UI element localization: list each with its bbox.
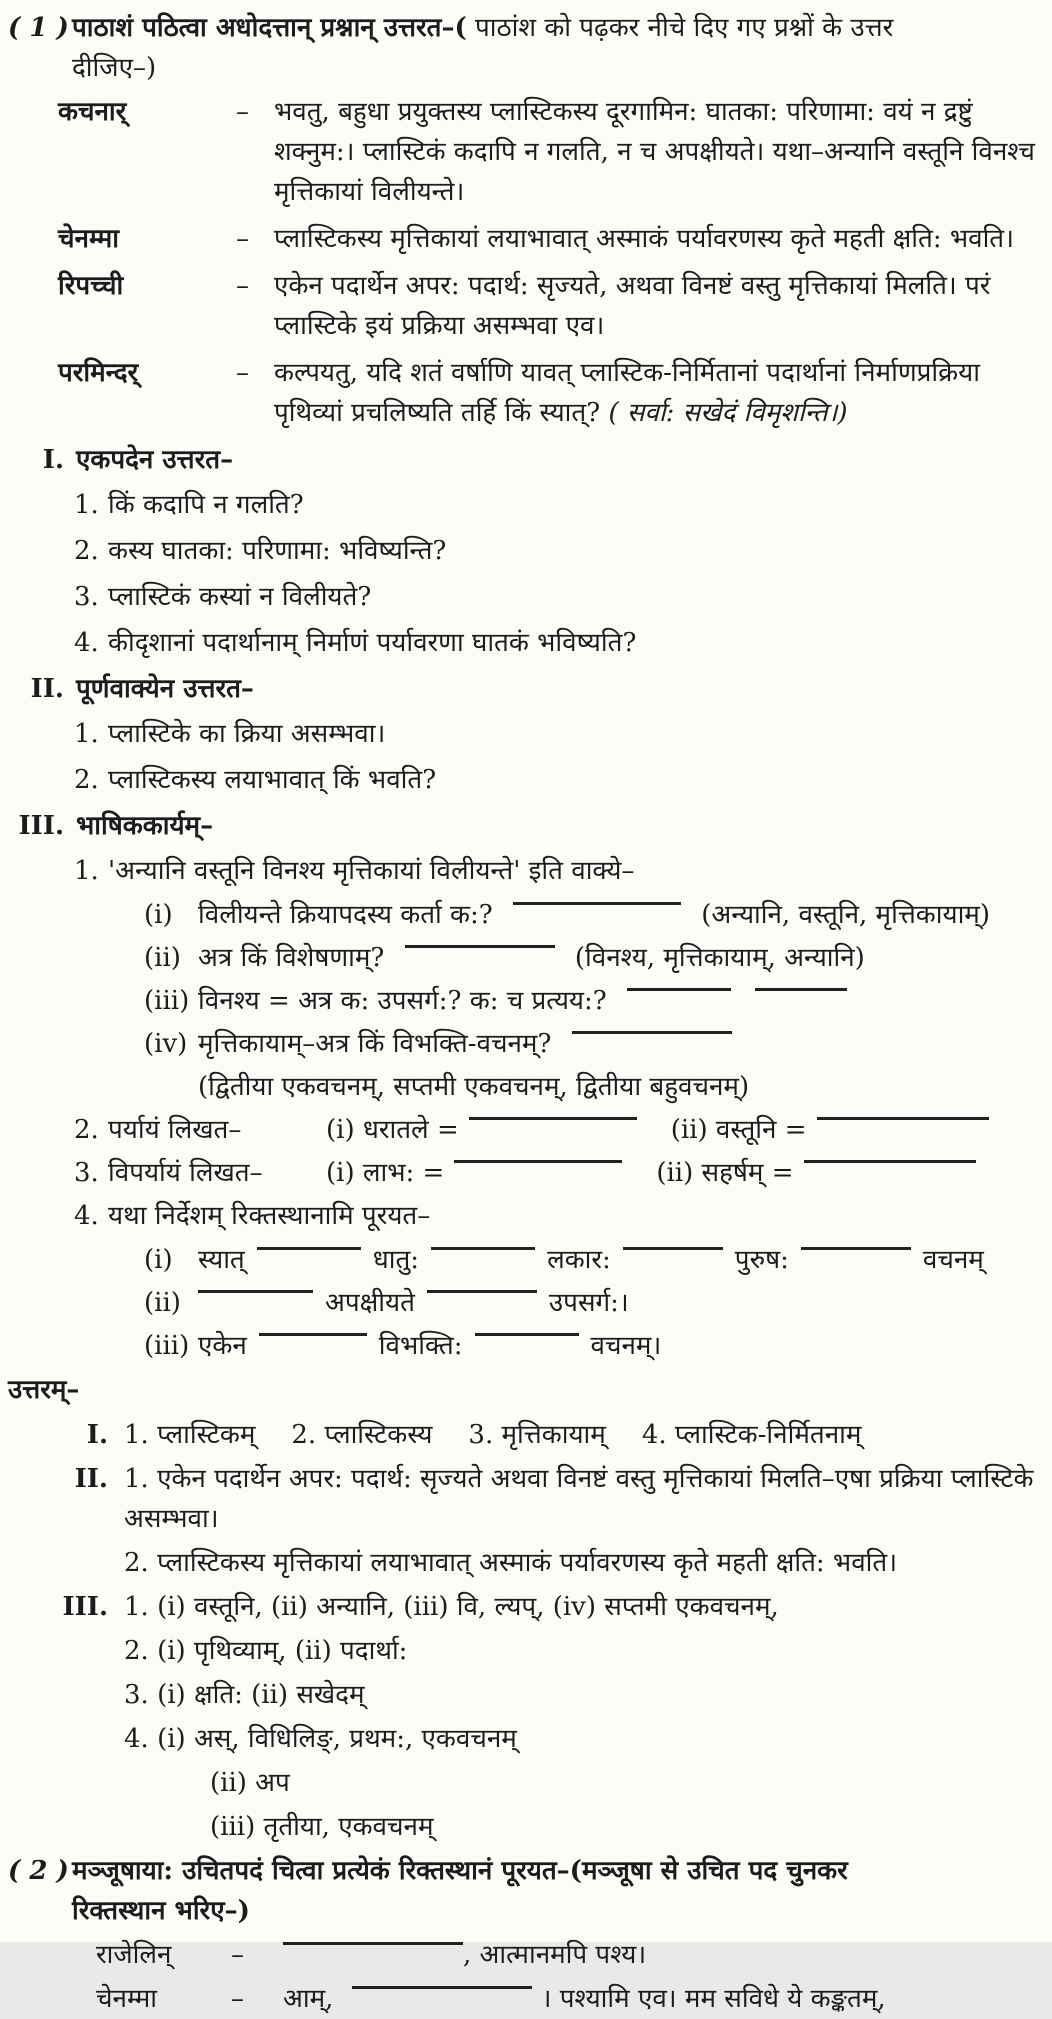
sub-question-row <box>8 981 1042 1021</box>
speaker-name: राजेलिन् <box>96 1940 172 1970</box>
question-text: 'अन्यानि वस्तूनि विनश्य मृत्तिकायां विलीयन्ते' इति वाक्ये– <box>108 856 635 886</box>
dialogue-text-main: कल्पयतु, यदि शतं वर्षाणि यावत् प्लास्टिक-निर्मितानां पदार्थानां निर्माणप्रक्रिया पृथिव्यां प्रचलिष्यति तर्हि किं स्यात्? <box>274 358 980 428</box>
answer-row <box>8 1459 1042 1539</box>
part1-heading <box>8 440 1042 480</box>
question-row <box>8 851 1042 891</box>
blank-line <box>513 902 681 923</box>
answer-text: 3. (i) क्षति: (ii) सखेदम् <box>124 1680 365 1710</box>
dash: – <box>236 224 249 254</box>
sub-question-number: (ii) <box>144 1288 181 1318</box>
answer-row <box>8 1587 1042 1627</box>
part3-title: भाषिककार्यम्– <box>76 811 214 841</box>
answer-text: 1. एकेन पदार्थेन अपर: पदार्थ: सृज्यते अथवा विनष्टं वस्तु मृत्तिकायां मिलति–एषा प्रक्रिया प्लास्टिके असम्भवा। <box>124 1464 1034 1534</box>
blank-line <box>454 1160 622 1181</box>
part2-heading <box>8 669 1042 709</box>
fill-word: पुरुष: <box>734 1245 789 1275</box>
dialogue-text <box>283 1935 1042 1975</box>
section2-heading-cont: रिक्तस्थान भरिए–) <box>72 1896 250 1926</box>
dialogue-text <box>283 1979 1042 2019</box>
question-number: 4. <box>74 628 99 658</box>
part2-title: पूर्णवाक्येन उत्तरत– <box>76 674 254 704</box>
question-number: 2. <box>74 765 99 795</box>
answer-numeral: I. <box>86 1420 108 1450</box>
question-row <box>8 760 1042 800</box>
question-number: 1. <box>74 490 99 520</box>
sub-question-content <box>198 938 1042 978</box>
fill-blank-content <box>198 1283 1042 1323</box>
part3-numeral: III. <box>18 811 64 841</box>
sub-question-content <box>198 1024 1042 1064</box>
dialogue-text-before: आम्, <box>283 1984 334 2014</box>
section2-marker: ( 2 ) <box>8 1856 69 1886</box>
answer-text: 1. (i) वस्तूनि, (ii) अन्यानि, (iii) वि, ल्यप्, (iv) सप्तमी एकवचनम्, <box>124 1592 779 1622</box>
answer-row <box>8 1675 1042 1715</box>
question-text: प्लास्टिकस्य लयाभावात् किं भवति? <box>108 765 437 795</box>
question-text: कीदृशानां पदार्थानाम् निर्माणं पर्यावरणा घातकं भविष्यति? <box>108 628 637 658</box>
fill-word: वचनम्। <box>590 1331 662 1361</box>
fill-item-label: (i) लाभ: = <box>326 1158 445 1188</box>
sub-question-number: (iv) <box>144 1029 188 1059</box>
question-row <box>8 531 1042 571</box>
answer-row <box>8 1543 1042 1583</box>
dash: – <box>236 97 249 127</box>
question-number: 3. <box>74 582 99 612</box>
fill-word: स्यात् <box>198 1245 245 1275</box>
part1-title: एकपदेन उत्तरत– <box>76 445 234 475</box>
sub-question-number: (iii) <box>144 1331 190 1361</box>
question-label: पर्यायं लिखत– <box>108 1115 242 1145</box>
blank-line <box>405 945 555 966</box>
blank-line <box>257 1247 361 1268</box>
dash: – <box>231 1984 244 2014</box>
question-number: 2. <box>74 536 99 566</box>
question-text: कस्य घातका: परिणामा: भविष्यन्ति? <box>108 536 447 566</box>
dialogue-text-after: , आत्मानमपि पश्य। <box>463 1940 647 1970</box>
sub-question-content <box>198 895 1042 935</box>
section1-marker: ( 1 ) <box>8 13 69 43</box>
fill-word: विभक्ति: <box>378 1331 463 1361</box>
blank-line <box>431 1247 535 1268</box>
fill-item-label: (ii) वस्तूनि = <box>670 1115 807 1145</box>
question-number: 1. <box>74 719 99 749</box>
answer-numeral: III. <box>62 1592 108 1622</box>
answer-item: 3. मृत्तिकायाम् <box>468 1420 606 1450</box>
stage-direction: ( सर्वा: सखेदं विमृशन्ति।) <box>608 398 848 428</box>
answer-item: 1. प्लास्टिकम् <box>124 1420 256 1450</box>
question-text: प्लास्टिके का क्रिया असम्भवा। <box>108 719 386 749</box>
speaker-name: चेनम्मा <box>58 224 119 254</box>
question-number: 1. <box>74 856 99 886</box>
dialogue-text: एकेन पदार्थेन अपर: पदार्थ: सृज्यते, अथवा विनष्टं वस्तु मृत्तिकायां मिलति। परं प्लास्टिके इयं प्रक्रिया असम्भवा एव। <box>274 271 991 341</box>
sub-question-row <box>8 1024 1042 1064</box>
part2-numeral: II. <box>30 674 64 704</box>
section1-title-sanskrit: पाठाशं पठित्वा अधोदत्तान् प्रश्नान् उत्तरत–( <box>72 13 467 43</box>
sub-question-number: (i) <box>144 1245 173 1275</box>
speaker-name: परमिन्दर् <box>58 358 139 388</box>
fill-blank-content <box>198 1240 1042 1280</box>
answer-numeral <box>8 1543 108 1583</box>
question-text: किं कदापि न गलति? <box>108 490 304 520</box>
answer-row <box>8 1719 1042 1759</box>
fill-blank-row <box>8 1240 1042 1280</box>
blank-line <box>259 1333 367 1354</box>
sub-question-text: विनश्य = अत्र क: उपसर्ग:? क: च प्रत्यय:? <box>198 986 607 1016</box>
sub-question-content <box>198 981 1042 1021</box>
blank-line <box>475 1333 579 1354</box>
speaker-name: चेनम्मा <box>96 1984 157 2014</box>
dialogue-row <box>8 1935 1042 1975</box>
options-text: (विनश्य, मृत्तिकायाम्, अन्यानि) <box>574 943 865 973</box>
sub-question-number: (ii) <box>144 943 181 973</box>
sub-question-text: अत्र किं विशेषणाम्? <box>198 943 385 973</box>
question-text: प्लास्टिकं कस्यां न विलीयते? <box>108 582 372 612</box>
sub-question-row <box>8 895 1042 935</box>
dialogue-row <box>8 92 1042 212</box>
blank-line <box>469 1117 637 1138</box>
fill-item-label: (ii) सहर्षम् = <box>656 1158 794 1188</box>
fill-blank-content <box>198 1326 1042 1366</box>
answer-sub-item: (ii) अप <box>210 1768 290 1798</box>
question-row <box>8 1153 1042 1193</box>
dialogue-row <box>8 266 1042 346</box>
section1-heading <box>8 8 1042 48</box>
speaker-name: रिपच्ची <box>58 271 124 301</box>
fill-word: लकार: <box>547 1245 611 1275</box>
fill-word: उपसर्ग:। <box>548 1288 629 1318</box>
answers-title: उत्तरम्– <box>8 1375 80 1405</box>
answer-numeral: II. <box>74 1464 108 1494</box>
sub-question-number: (i) <box>144 900 173 930</box>
answer-numeral <box>8 1719 108 1759</box>
part3-heading <box>8 806 1042 846</box>
section2-heading <box>8 1851 1042 1891</box>
blank-line <box>427 1290 537 1311</box>
answer-text: 2. (i) पृथिव्याम्, (ii) पदार्था: <box>124 1636 408 1666</box>
question-text: यथा निर्देशम् रिक्तस्थानामि पूरयत– <box>108 1201 431 1231</box>
dialogue-row <box>8 1979 1042 2019</box>
blank-line <box>627 988 731 1009</box>
dialogue-text <box>274 353 1042 433</box>
answer-item: 2. प्लास्टिकस्य <box>291 1420 433 1450</box>
question-row <box>8 485 1042 525</box>
blank-line <box>198 1290 313 1311</box>
answer-sub-item: (iii) तृतीया, एकवचनम् <box>210 1812 434 1842</box>
question-number: 3. <box>74 1158 99 1188</box>
answer-item: 4. प्लास्टिक-निर्मितनाम् <box>641 1420 862 1450</box>
question-row <box>8 714 1042 754</box>
sub-question-row <box>8 938 1042 978</box>
dash: – <box>236 271 249 301</box>
blank-line <box>817 1117 989 1138</box>
blank-line <box>804 1160 976 1181</box>
speaker-name: कचनार् <box>58 97 127 127</box>
blank-line <box>623 1247 723 1268</box>
question-number: 2. <box>74 1115 99 1145</box>
blank-line <box>283 1942 463 1963</box>
question-row <box>8 1196 1042 1236</box>
sub-question-text: विलीयन्ते क्रियापदस्य कर्ता क:? <box>198 900 493 930</box>
dash: – <box>231 1940 244 1970</box>
question-row <box>8 623 1042 663</box>
fill-word: वचनम् <box>922 1245 984 1275</box>
fill-word: धातु: <box>372 1245 420 1275</box>
sub-question-number: (iii) <box>144 986 190 1016</box>
dialogue-text: प्लास्टिकस्य मृत्तिकायां लयाभावात् अस्माकं पर्यावरणस्य कृते महती क्षति: भवति। <box>274 224 1014 254</box>
dialogue-text: भवतु, बहुधा प्रयुक्तस्य प्लास्टिकस्य दूरगामिन: घातका: परिणामा: वयं न द्रष्टुं शक्नुम:। प्लास्टिकं कदापि न गलति, न च अपक्षीयते। यथा–अन्यानि वस्तूनि विनश्च मृत्तिकायां विलीयन्ते। <box>274 97 1035 207</box>
fill-blank-row <box>8 1283 1042 1323</box>
blank-line <box>572 1031 732 1052</box>
section1-title <box>72 8 1042 48</box>
question-row <box>8 577 1042 617</box>
options-text: (द्वितीया एकवचनम्, सप्तमी एकवचनम्, द्वितीया बहुवचनम्) <box>198 1072 750 1102</box>
answer-row <box>8 1415 1042 1455</box>
fill-blank-row <box>8 1326 1042 1366</box>
answer-row <box>8 1631 1042 1671</box>
dialogue-text-after: । पश्यामि एव। मम सविधे ये कङ्कतम्, <box>541 1984 886 2014</box>
answer-text: 2. प्लास्टिकस्य मृत्तिकायां लयाभावात् अस्माकं पर्यावरणस्य कृते महती क्षति: भवति। <box>124 1548 898 1578</box>
question-row <box>8 1110 1042 1150</box>
answer-numeral <box>8 1631 108 1671</box>
answer-text: 4. (i) अस्, विधिलिङ्, प्रथम:, एकवचनम् <box>124 1724 517 1754</box>
answer-numeral <box>8 1675 108 1715</box>
fill-word: अपक्षीयते <box>325 1288 415 1318</box>
section1-title-hindi: पाठांश को पढ़कर नीचे दिए गए प्रश्नों के उत्तर <box>466 13 894 43</box>
blank-line <box>801 1247 911 1268</box>
question-label: विपर्यायं लिखत– <box>108 1158 263 1188</box>
answer-text <box>124 1415 1042 1455</box>
fill-word: एकेन <box>198 1331 247 1361</box>
question-number: 4. <box>74 1201 99 1231</box>
blank-line <box>352 1986 532 2007</box>
section1-heading-cont: दीजिए–) <box>72 53 157 83</box>
part1-numeral: I. <box>42 445 64 475</box>
blank-line <box>755 988 847 1009</box>
fill-item-label: (i) धरातले = <box>326 1115 459 1145</box>
options-text: (अन्यानि, वस्तूनि, मृत्तिकायाम्) <box>701 900 990 930</box>
dash: – <box>236 358 249 388</box>
dialogue-row <box>8 219 1042 259</box>
dialogue-row <box>8 353 1042 433</box>
section2-title: मञ्जूषाया: उचितपदं चित्वा प्रत्येकं रिक्तस्थानं पूरयत–(मञ्जूषा से उचित पद चुनकर <box>72 1856 848 1886</box>
sub-question-text: मृत्तिकायाम्–अत्र किं विभक्ति-वचनम्? <box>198 1029 552 1059</box>
